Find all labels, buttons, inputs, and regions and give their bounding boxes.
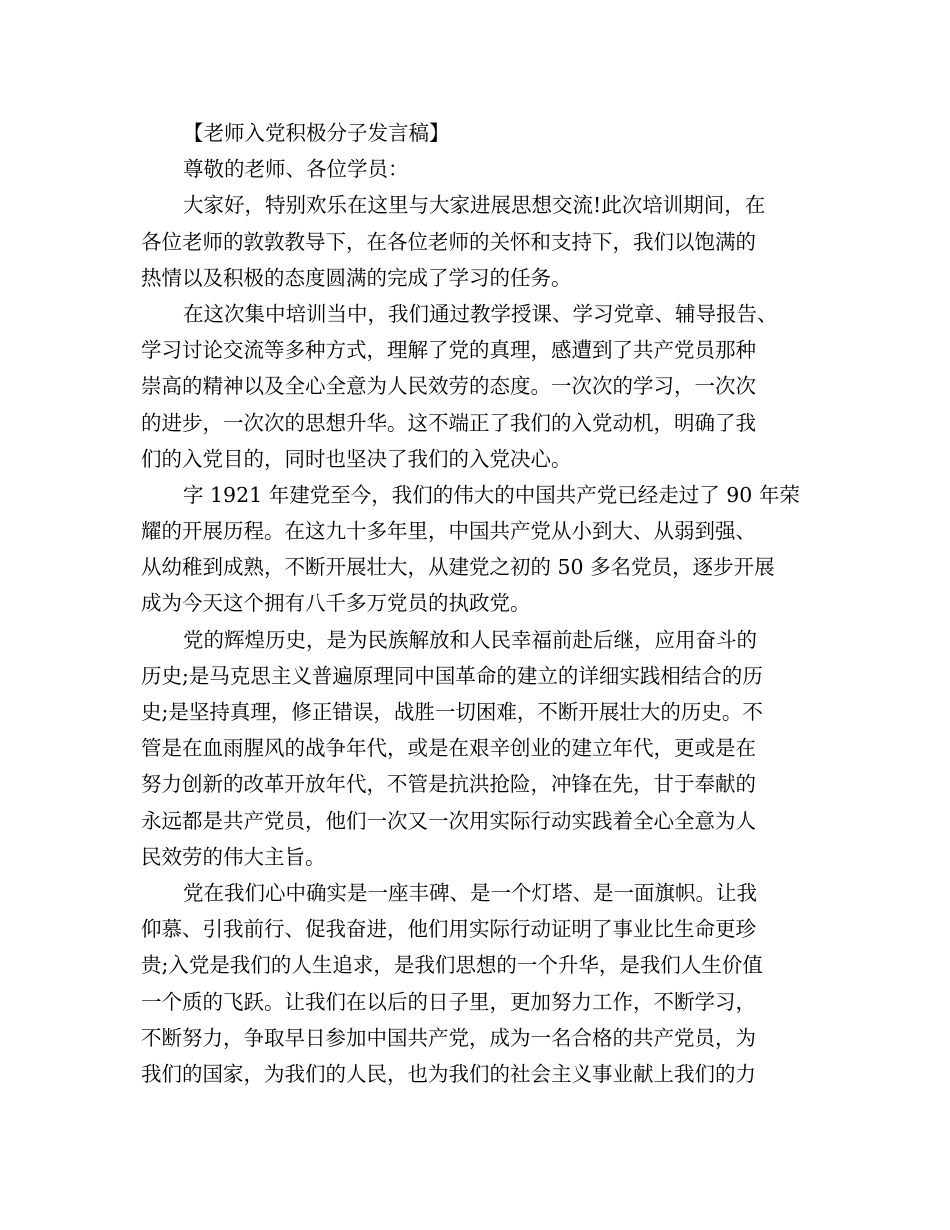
text-line: 耀的开展历程。在这九十多年里，中国共产党从小到大、从弱到强、 bbox=[141, 519, 756, 544]
text-line: 仰慕、引我前行、促我奋进，他们用实际行动证明了事业比生命更珍 bbox=[141, 917, 756, 942]
text-line: 历史;是马克思主义普遍原理同中国革命的建立的详细实践相结合的历 bbox=[141, 663, 763, 688]
text-line: 崇高的精神以及全心全意为人民效劳的态度。一次次的学习，一次次 bbox=[141, 374, 756, 399]
text-line: 贵;入党是我们的人生追求，是我们思想的一个升华，是我们人生价值 bbox=[141, 953, 763, 978]
text-line: 我们的国家，为我们的人民，也为我们的社会主义事业献上我们的力 bbox=[141, 1061, 756, 1086]
text-line: 各位老师的敦敦教导下，在各位老师的关怀和支持下，我们以饱满的 bbox=[141, 229, 756, 254]
text-line: 从幼稚到成熟，不断开展壮大，从建党之初的 50 多名党员，逐步开展 bbox=[141, 555, 775, 580]
text-line: 尊敬的老师、各位学员： bbox=[183, 157, 409, 182]
text-line: 努力创新的改革开放年代，不管是抗洪抢险，冲锋在先，甘于奉献的 bbox=[141, 772, 756, 797]
text-line: 字 1921 年建党至今，我们的伟大的中国共产党已经走过了 90 年荣 bbox=[183, 482, 800, 507]
text-line: 管是在血雨腥风的战争年代，或是在艰辛创业的建立年代，更或是在 bbox=[141, 736, 756, 761]
text-line: 党在我们心中确实是一座丰碑、是一个灯塔、是一面旗帜。让我 bbox=[183, 880, 757, 905]
text-line: 民效劳的伟大主旨。 bbox=[141, 844, 326, 869]
text-line: 成为今天这个拥有八千多万党员的执政党。 bbox=[141, 591, 531, 616]
text-line: 党的辉煌历史，是为民族解放和人民幸福前赴后继，应用奋斗的 bbox=[183, 627, 757, 652]
text-line: 在这次集中培训当中，我们通过教学授课、学习党章、辅导报告、 bbox=[183, 301, 778, 326]
text-line: 大家好，特别欢乐在这里与大家进展思想交流!此次培训期间，在 bbox=[183, 193, 766, 218]
text-line: 热情以及积极的态度圆满的完成了学习的任务。 bbox=[141, 265, 572, 290]
text-line: 一个质的飞跃。让我们在以后的日子里，更加努力工作，不断学习， bbox=[141, 989, 756, 1014]
text-line: 【老师入党积极分子发言稿】 bbox=[183, 121, 450, 145]
text-line: 们的入党目的，同时也坚决了我们的入党决心。 bbox=[141, 446, 572, 471]
text-line: 不断努力，争取早日参加中国共产党，成为一名合格的共产党员，为 bbox=[141, 1025, 756, 1050]
text-line: 学习讨论交流等多种方式，理解了党的真理，感遭到了共产党员那种 bbox=[141, 338, 756, 363]
text-line: 永远都是共产党员，他们一次又一次用实际行动实践着全心全意为人 bbox=[141, 808, 756, 833]
document-body bbox=[141, 115, 811, 1092]
text-line: 史;是坚持真理，修正错误，战胜一切困难，不断开展壮大的历史。不 bbox=[141, 700, 763, 724]
text-line: 的进步，一次次的思想升华。这不端正了我们的入党动机，明确了我 bbox=[141, 410, 756, 435]
